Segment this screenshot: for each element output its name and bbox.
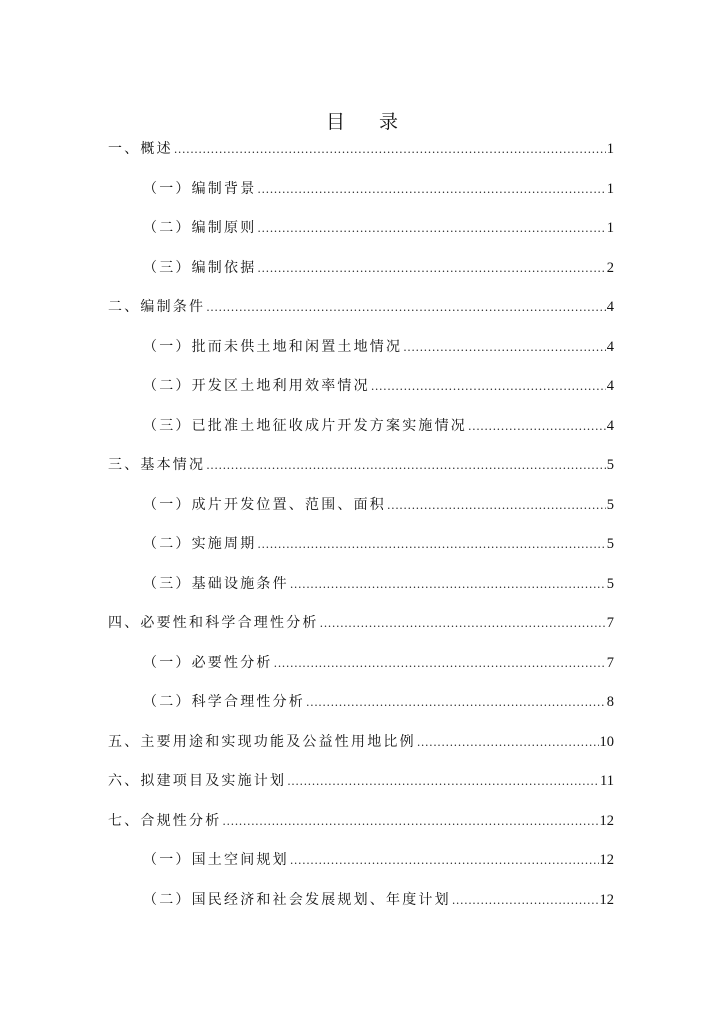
toc-dot-leader <box>257 531 605 557</box>
toc-entry-text: （一）必要性分析 <box>143 654 273 671</box>
toc-dot-leader <box>257 215 605 241</box>
toc-dot-leader <box>468 413 606 439</box>
toc-entry-text: （三）已批准土地征收成片开发方案实施情况 <box>143 417 467 434</box>
toc-entry[interactable] <box>143 176 614 202</box>
toc-dot-leader <box>206 294 606 320</box>
toc-page-number: 7 <box>606 615 614 631</box>
toc-page-number: 1 <box>606 180 614 197</box>
toc-dot-leader <box>287 768 599 794</box>
toc-dot-leader <box>371 373 606 399</box>
toc-entry[interactable] <box>143 887 614 913</box>
toc-page-number: 12 <box>599 852 614 868</box>
toc-entry-text: 四、必要性和科学合理性分析 <box>108 615 319 631</box>
toc-page-number: 7 <box>606 654 614 671</box>
toc-entry-text: （一）成片开发位置、范围、面积 <box>143 496 386 513</box>
toc-entry-text: （二）开发区土地利用效率情况 <box>143 378 370 394</box>
toc-entry-text: 一、概述 <box>108 141 173 157</box>
toc-page-number: 5 <box>606 575 614 592</box>
toc-entry[interactable] <box>108 136 614 162</box>
toc-dot-leader <box>257 176 605 202</box>
toc-entry-text: （二）科学合理性分析 <box>143 694 305 710</box>
toc-title: 目 录 <box>325 110 413 133</box>
toc-entry[interactable] <box>108 808 614 834</box>
toc-entry-text: （三）基础设施条件 <box>143 575 289 592</box>
toc-entry[interactable] <box>108 729 614 755</box>
toc-entry[interactable] <box>143 531 614 557</box>
toc-dot-leader <box>222 808 598 834</box>
toc-entry[interactable] <box>143 847 614 873</box>
toc-entry-text: 七、合规性分析 <box>108 812 222 829</box>
toc-page-number: 5 <box>606 496 614 513</box>
toc-entry-text: 五、主要用途和实现功能及公益性用地比例 <box>108 733 416 750</box>
toc-entry-text: （三）编制依据 <box>143 259 257 276</box>
toc-dot-leader <box>306 689 606 715</box>
toc-dot-leader <box>387 492 606 518</box>
toc-entry-text: （一）编制背景 <box>143 180 257 197</box>
toc-entry[interactable] <box>143 215 614 241</box>
toc-entry[interactable] <box>143 689 614 715</box>
toc-page-number: 2 <box>606 259 614 276</box>
toc-entry[interactable] <box>143 650 614 676</box>
toc-dot-leader <box>452 887 599 913</box>
toc-entry-text: 六、拟建项目及实施计划 <box>108 773 287 789</box>
toc-entry-text: （一）批而未供土地和闲置土地情况 <box>143 338 403 355</box>
toc-page-number: 5 <box>606 457 614 473</box>
toc-page-number: 1 <box>606 220 614 236</box>
toc-entry-text: 二、编制条件 <box>108 299 206 315</box>
toc-entry[interactable] <box>143 255 614 281</box>
toc-dot-leader <box>206 452 606 478</box>
toc-page-number: 4 <box>606 378 614 394</box>
toc-entry-text: （一）国土空间规划 <box>143 852 289 868</box>
toc-page-number: 5 <box>606 536 614 552</box>
toc-dot-leader <box>320 610 606 636</box>
toc-dot-leader <box>403 334 606 360</box>
toc-page-number: 8 <box>606 694 614 710</box>
toc-entry[interactable] <box>108 610 614 636</box>
toc-page-number: 1 <box>606 141 614 157</box>
toc-dot-leader <box>417 729 599 755</box>
toc-entry-text: （二）实施周期 <box>143 536 257 552</box>
toc-page-number: 4 <box>606 338 614 355</box>
toc-entry[interactable] <box>143 413 614 439</box>
toc-page-number: 12 <box>599 812 614 829</box>
toc-entry[interactable] <box>143 492 614 518</box>
toc-page-number: 10 <box>599 733 614 750</box>
toc-dot-leader <box>290 571 606 597</box>
toc-entry-text: 三、基本情况 <box>108 457 206 473</box>
toc-entry[interactable] <box>108 768 614 794</box>
toc-dot-leader <box>257 255 605 281</box>
toc-entry-text: （二）编制原则 <box>143 220 257 236</box>
toc-page-number: 4 <box>606 417 614 434</box>
toc-page-number: 11 <box>600 773 614 789</box>
toc-entry[interactable] <box>143 373 614 399</box>
toc-entry[interactable] <box>143 571 614 597</box>
toc-entry[interactable] <box>108 294 614 320</box>
toc-entry[interactable] <box>143 334 614 360</box>
toc-page-number: 12 <box>599 891 614 908</box>
toc-page-number: 4 <box>606 299 614 315</box>
toc-dot-leader <box>174 136 606 162</box>
toc-entry[interactable] <box>108 452 614 478</box>
toc-dot-leader <box>290 847 599 873</box>
toc-entry-text: （二）国民经济和社会发展规划、年度计划 <box>143 891 451 908</box>
toc-dot-leader <box>274 650 606 676</box>
